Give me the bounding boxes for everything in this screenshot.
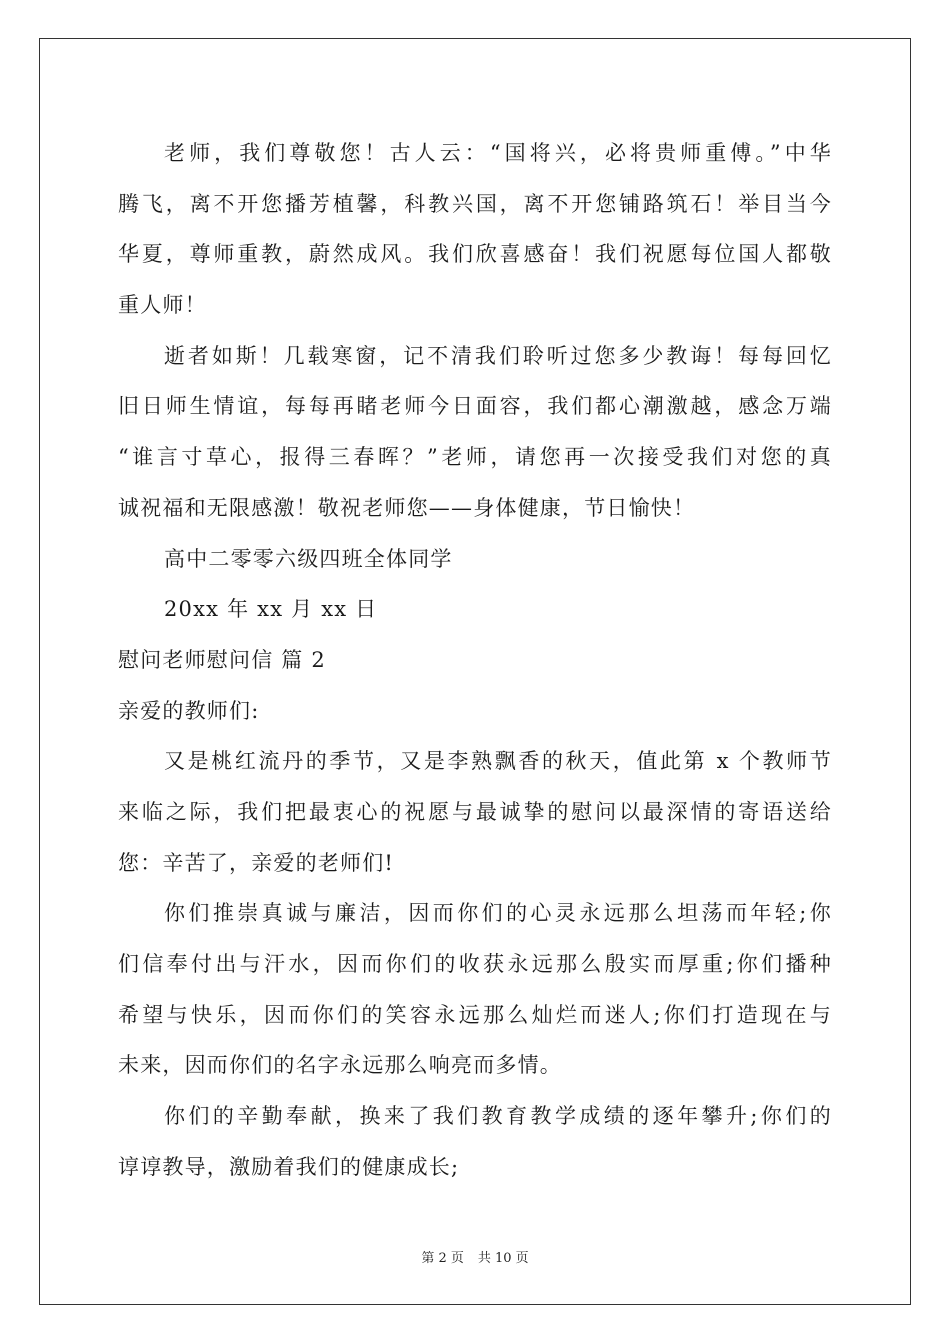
- text-line: 慰问老师慰问信 篇 2: [118, 647, 326, 672]
- text-line: 你们推崇真诚与廉洁，因而你们的心灵永远那么坦荡而年轻;你: [164, 901, 832, 926]
- text-line: 你们的辛勤奉献，换来了我们教育教学成绩的逐年攀升;你们的: [164, 1104, 832, 1129]
- text-line: 旧日师生情谊，每每再睹老师今日面容，我们都心潮激越，感念万端: [118, 394, 832, 419]
- text-line: 又是桃红流丹的季节，又是李熟飘香的秋天，值此第 x 个教师节: [164, 749, 832, 774]
- text-line: 来临之际，我们把最衷心的祝愿与最诚挚的慰问以最深情的寄语送给: [118, 799, 832, 824]
- text-line: 谆谆教导，激励着我们的健康成长;: [118, 1154, 460, 1179]
- text-line: 20xx 年 xx 月 xx 日: [164, 597, 378, 622]
- text-line: 诚祝福和无限感激！敬祝老师您——身体健康，节日愉快！: [118, 495, 696, 520]
- page-total: 共 10 页: [477, 1251, 529, 1266]
- text-line: 高中二零零六级四班全体同学: [164, 546, 453, 571]
- text-line: 腾飞，离不开您播芳植馨，科教兴国，离不开您铺路筑石！举目当今: [118, 191, 832, 216]
- page-footer: [0, 1247, 950, 1266]
- text-line: 华夏，尊师重教，蔚然成风。我们欣喜感奋！我们祝愿每位国人都敬: [118, 242, 832, 267]
- document-body: [118, 128, 832, 1192]
- text-line: 亲爱的教师们:: [118, 698, 260, 723]
- text-line: 未来，因而你们的名字永远那么响亮而多情。: [118, 1053, 562, 1078]
- text-line: 老师，我们尊敬您！古人云：“国将兴，必将贵师重傅。”中华: [164, 141, 832, 165]
- text-line: 们信奉付出与汗水，因而你们的收获永远那么殷实而厚重;你们播种: [118, 952, 832, 976]
- text-line: “谁言寸草心，报得三春晖？”老师，请您再一次接受我们对您的真: [118, 445, 832, 470]
- text-line: 重人师！: [118, 293, 207, 318]
- text-line: 您：辛苦了，亲爱的老师们!: [118, 850, 395, 875]
- text-line: 逝者如斯！几载寒窗，记不清我们聆听过您多少教诲！每每回忆: [164, 343, 832, 368]
- page-number: 第 2 页: [421, 1251, 464, 1266]
- text-line: 希望与快乐，因而你们的笑容永远那么灿烂而迷人;你们打造现在与: [118, 1002, 832, 1027]
